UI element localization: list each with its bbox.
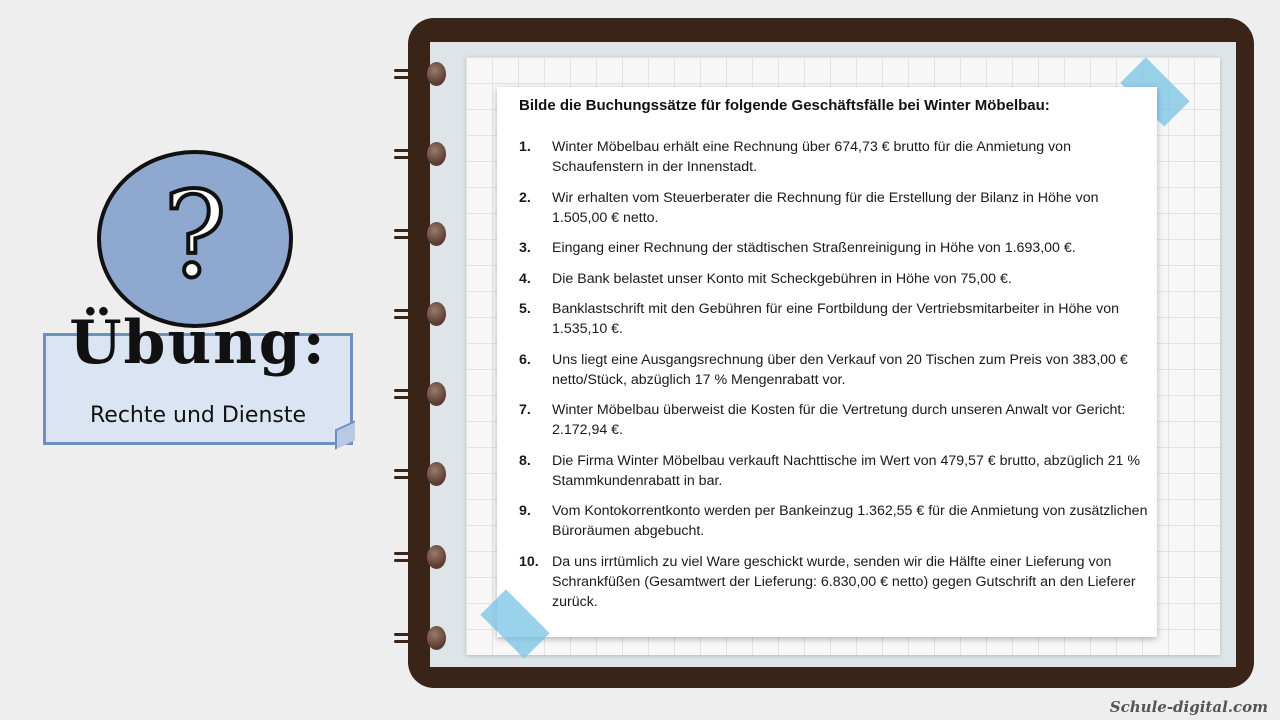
task-text: Die Firma Winter Möbelbau verkauft Nachttische im Wert von 479,57 € brutto, abzüglich 21 % Stammkundenrabatt in bar. [552,452,1140,489]
question-badge [97,150,293,328]
task-text: Die Bank belastet unser Konto mit Scheckgebühren in Höhe von 75,00 €. [552,270,1012,287]
task-number: 3. [519,240,531,256]
task-item [519,451,1149,491]
task-number: 8. [519,452,531,469]
task-item [519,188,1149,228]
spiral-ring [394,300,456,328]
task-number: 10. [519,553,539,570]
task-text: Banklastschrift mit den Gebühren für eine Fortbildung der Vertriebsmitarbeiter in Höhe von 1.535,10 €. [552,301,1120,337]
task-item [519,299,1149,339]
task-number: 7. [519,402,531,418]
task-number: 5. [519,301,531,317]
task-text: Vom Kontokorrentkonto werden per Bankeinzug 1.362,55 € für die Anmietung von zusätzlichen Büroräumen abgebucht. [552,503,1148,539]
task-number: 4. [519,270,531,287]
task-text: Wir erhalten vom Steuerberater die Rechnung für die Erstellung der Bilanz in Höhe von 1.505,00 € netto. [552,189,1099,226]
task-item [519,238,1149,258]
spiral-ring [394,220,456,248]
spiral-ring [394,460,456,488]
task-item [519,137,1149,177]
task-text: Winter Möbelbau überweist die Kosten für die Vertretung durch unseren Anwalt vor Gericht: 2.172,94 €. [552,402,1126,438]
task-item [519,501,1149,541]
task-list [519,137,1149,622]
task-item [519,350,1149,390]
spiral-ring [394,543,456,571]
spiral-ring [394,60,456,88]
task-text: Eingang einer Rechnung der städtischen Straßenreinigung in Höhe von 1.693,00 €. [552,240,1076,256]
task-item [519,269,1149,289]
spiral-ring [394,380,456,408]
task-text: Winter Möbelbau erhält eine Rechnung über 674,73 € brutto für die Anmietung von Schaufenstern in der Innenstadt. [552,139,1071,175]
task-item [519,400,1149,440]
task-text: Da uns irrtümlich zu viel Ware geschickt wurde, senden wir die Hälfte einer Lieferung von Schrankfüßen (Gesamtwert der Lieferung: 6.830,00 € netto) gegen Gutschrift an den Lieferer zurück. [552,553,1136,610]
task-number: 6. [519,351,531,368]
task-text: Uns liegt eine Ausgangsrechnung über den Verkauf von 20 Tischen zum Preis von 383,00 € netto/Stück, abzüglich 17 % Mengenrabatt vor. [552,351,1128,388]
task-number: 9. [519,503,531,519]
exercise-card [497,87,1157,637]
question-mark-icon: ? [163,166,227,304]
exercise-heading: Bilde die Buchungssätze für folgende Geschäftsfälle bei Winter Möbelbau: [519,97,1050,114]
watermark: Schule-digital.com [1109,698,1268,716]
task-item [519,552,1149,612]
spiral-ring [394,624,456,652]
spiral-ring [394,140,456,168]
task-number: 1. [519,139,531,155]
badge-subtitle: Rechte und Dienste [89,403,307,428]
badge-title: Übung: [69,308,327,378]
task-number: 2. [519,189,531,206]
